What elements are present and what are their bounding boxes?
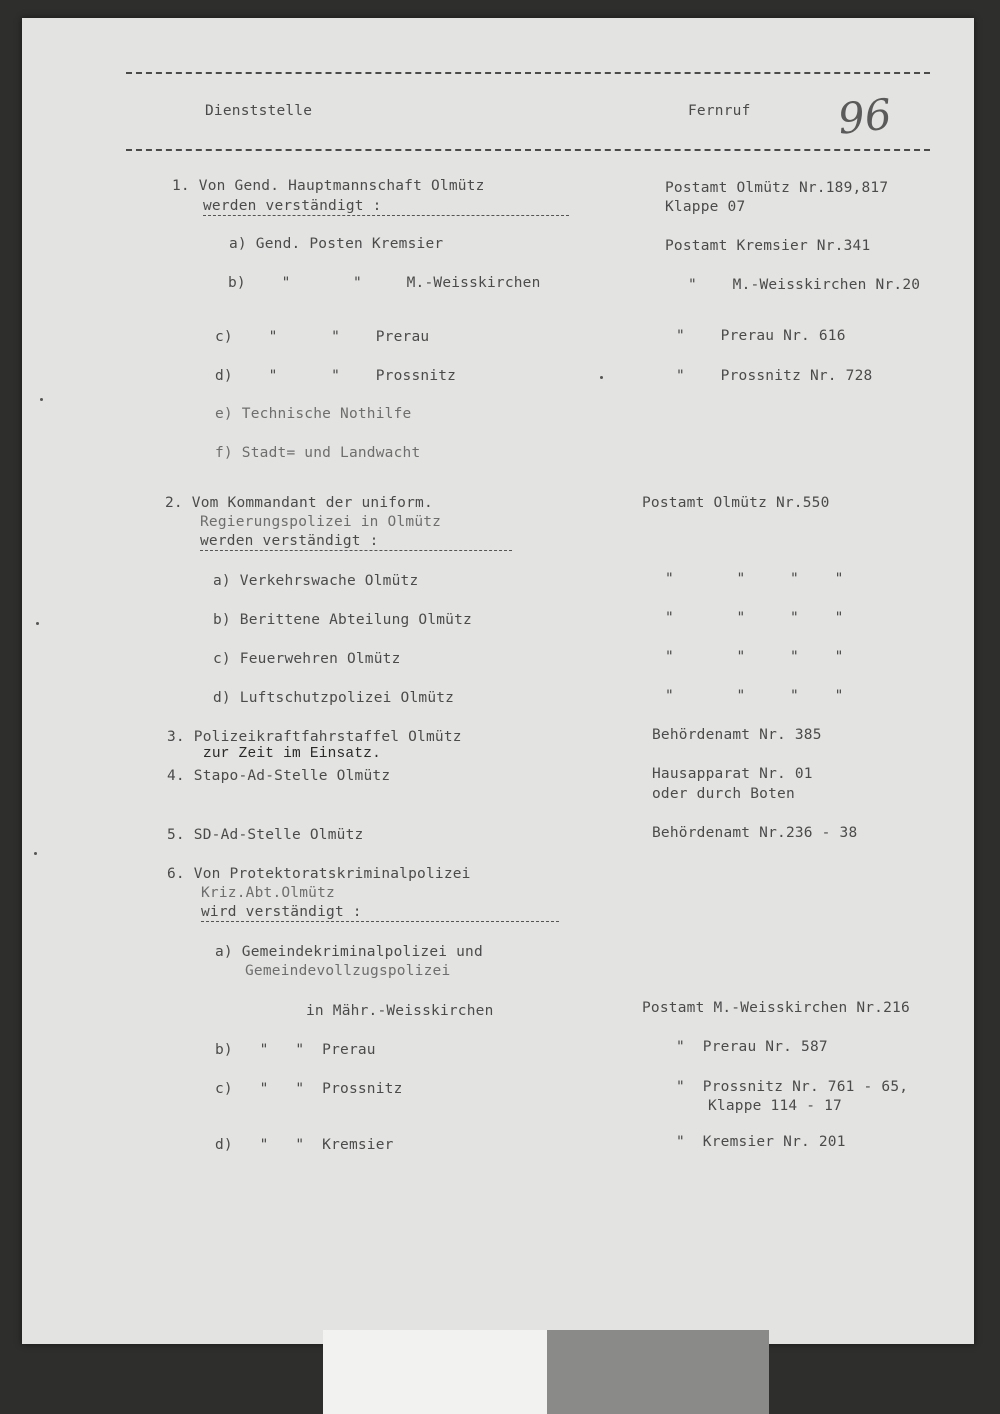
entry-6-line3: wird verständigt : — [201, 904, 559, 922]
entry-2d-phone: " " " " — [665, 688, 844, 704]
entry-1a-phone: Postamt Kremsier Nr.341 — [665, 238, 871, 254]
entry-4-phone2: oder durch Boten — [652, 786, 795, 802]
entry-1f: f) Stadt= und Landwacht — [215, 445, 421, 461]
entry-1-phone2: Klappe 07 — [665, 199, 746, 215]
entry-3-line2: zur Zeit im Einsatz. — [203, 746, 382, 762]
entry-1c: c) " " Prerau — [215, 329, 430, 345]
entry-4-phone1: Hausapparat Nr. 01 — [652, 766, 813, 782]
entry-1-line1: 1. Von Gend. Hauptmannschaft Olmütz — [172, 178, 485, 194]
entry-1c-phone: " Prerau Nr. 616 — [676, 328, 846, 344]
entry-2a: a) Verkehrswache Olmütz — [213, 573, 419, 589]
entry-2b-phone: " " " " — [665, 610, 844, 626]
entry-6-line1: 6. Von Protektoratskriminalpolizei — [167, 866, 471, 882]
header-col-dienststelle: Dienststelle — [205, 103, 313, 119]
entry-6b-phone: " Prerau Nr. 587 — [676, 1039, 828, 1055]
entry-2-phone: Postamt Olmütz Nr.550 — [642, 495, 830, 511]
entry-2-line3: werden verständigt : — [200, 533, 512, 551]
header-top-rule — [126, 72, 930, 74]
entry-6a-place: in Mähr.-Weisskirchen — [306, 1003, 494, 1019]
entry-2d: d) Luftschutzpolizei Olmütz — [213, 690, 455, 706]
entry-6a-line1: a) Gemeindekriminalpolizei und — [215, 944, 483, 960]
entry-1-phone1: Postamt Olmütz Nr.189,817 — [665, 180, 889, 196]
entry-4: 4. Stapo-Ad-Stelle Olmütz — [167, 768, 391, 784]
entry-6d-phone: " Kremsier Nr. 201 — [676, 1134, 846, 1150]
paper-speck — [36, 622, 39, 625]
entry-5: 5. SD-Ad-Stelle Olmütz — [167, 827, 364, 843]
entry-6b: b) " " Prerau — [215, 1042, 376, 1058]
entry-6c-phone1: " Prossnitz Nr. 761 - 65, — [676, 1079, 909, 1095]
entry-2c-phone: " " " " — [665, 649, 844, 665]
paper-speck — [34, 852, 37, 855]
entry-1-line2: werden verständigt : — [203, 198, 569, 216]
entry-2-line1: 2. Vom Kommandant der uniform. — [165, 495, 433, 511]
entry-2b: b) Berittene Abteilung Olmütz — [213, 612, 472, 628]
entry-3-line1: 3. Polizeikraftfahrstaffel Olmütz — [167, 729, 462, 745]
entry-5-phone: Behördenamt Nr.236 - 38 — [652, 825, 858, 841]
header-col-fernruf: Fernruf — [688, 103, 751, 119]
entry-6c-phone2: Klappe 114 - 17 — [708, 1098, 842, 1114]
entry-6a-phone: Postamt M.-Weisskirchen Nr.216 — [642, 1000, 910, 1016]
entry-2a-phone: " " " " — [665, 571, 844, 587]
calibration-strip-white — [323, 1330, 547, 1414]
entry-1a: a) Gend. Posten Kremsier — [229, 236, 444, 252]
handwritten-page-number: 96 — [835, 89, 894, 144]
paper-speck — [40, 398, 43, 401]
calibration-strip-gray — [547, 1330, 769, 1414]
header-bottom-rule — [126, 149, 930, 151]
entry-6a-line2: Gemeindevollzugspolizei — [245, 963, 451, 979]
entry-6d: d) " " Kremsier — [215, 1137, 394, 1153]
entry-1d: d) " " Prossnitz — [215, 368, 457, 384]
entry-6c: c) " " Prossnitz — [215, 1081, 403, 1097]
entry-2-line2: Regierungspolizei in Olmütz — [200, 514, 442, 530]
entry-6-line2: Kriz.Abt.Olmütz — [201, 885, 335, 901]
entry-1b: b) " " M.-Weisskirchen — [228, 275, 541, 291]
entry-2c: c) Feuerwehren Olmütz — [213, 651, 401, 667]
entry-1d-phone: " Prossnitz Nr. 728 — [676, 368, 873, 384]
paper-speck — [600, 376, 603, 379]
entry-1e: e) Technische Nothilfe — [215, 406, 412, 422]
entry-3-phone: Behördenamt Nr. 385 — [652, 727, 822, 743]
entry-1b-phone: " M.-Weisskirchen Nr.20 — [688, 277, 921, 293]
